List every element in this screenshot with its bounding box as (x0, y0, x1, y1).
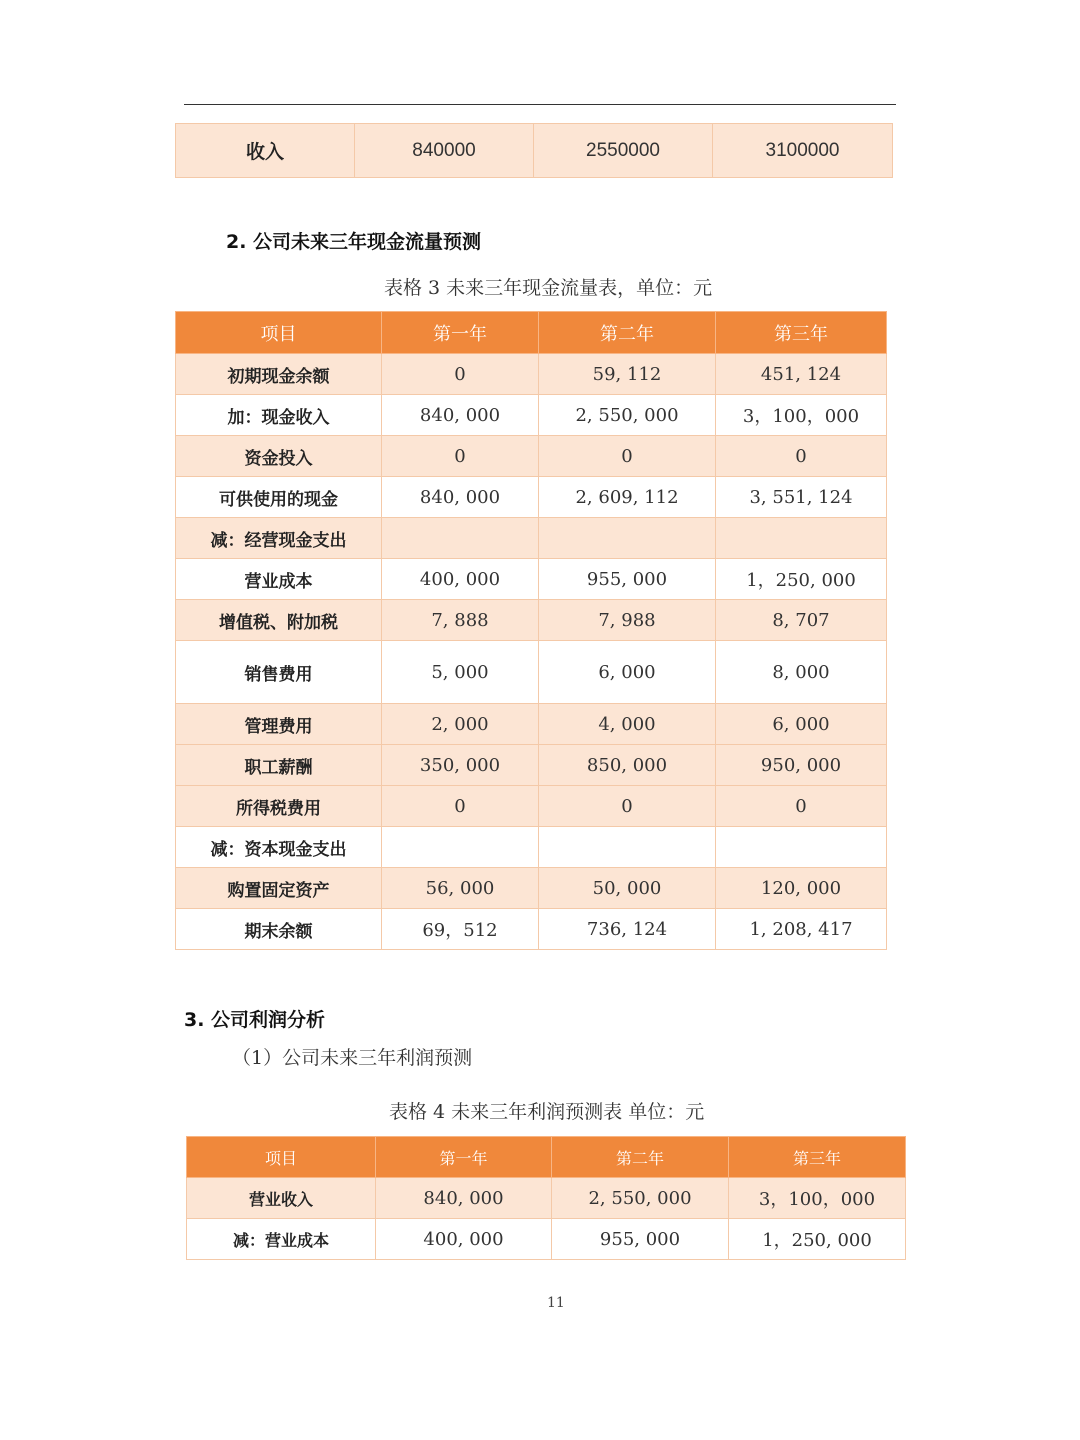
table-cell: 69，512 (382, 909, 539, 950)
table-cell: 3，100，000 (716, 395, 887, 436)
row-label: 资金投入 (176, 436, 382, 477)
table-cell (716, 518, 887, 559)
table-cell: 955, 000 (552, 1219, 729, 1260)
table-cell: 2, 550, 000 (539, 395, 716, 436)
column-header: 第一年 (376, 1137, 552, 1178)
section-heading-cashflow: 2. 公司未来三年现金流量预测 (226, 231, 482, 253)
table-cell: 840, 000 (382, 395, 539, 436)
table-cell: 7, 888 (382, 600, 539, 641)
row-label: 期末余额 (176, 909, 382, 950)
table-row (176, 518, 887, 559)
table-cell: 1，250, 000 (729, 1219, 906, 1260)
row-label: 减：营业成本 (187, 1219, 376, 1260)
table-cell (382, 827, 539, 868)
cell-year2: 2550000 (534, 124, 713, 178)
row-label: 加：现金收入 (176, 395, 382, 436)
table-cell: 0 (382, 436, 539, 477)
column-header: 第二年 (539, 312, 716, 354)
table-cell: 840, 000 (382, 477, 539, 518)
row-label: 可供使用的现金 (176, 477, 382, 518)
table-cell: 3, 551, 124 (716, 477, 887, 518)
table-cell (382, 518, 539, 559)
table-cell: 120, 000 (716, 868, 887, 909)
table-cell: 5, 000 (382, 641, 539, 704)
table-cell: 3，100，000 (729, 1178, 906, 1219)
row-label: 职工薪酬 (176, 745, 382, 786)
table-row (176, 827, 887, 868)
table-row (176, 704, 887, 745)
table-cell: 0 (539, 786, 716, 827)
table-cell: 400, 000 (376, 1219, 552, 1260)
row-label: 收入 (176, 124, 355, 178)
table-cell: 2, 609, 112 (539, 477, 716, 518)
table-row (176, 786, 887, 827)
table-cell: 350, 000 (382, 745, 539, 786)
header-rule (184, 104, 896, 105)
column-header: 项目 (176, 312, 382, 354)
column-header: 第三年 (729, 1137, 906, 1178)
row-label: 减：经营现金支出 (176, 518, 382, 559)
table-cell: 4, 000 (539, 704, 716, 745)
row-label: 购置固定资产 (176, 868, 382, 909)
table-cell: 451, 124 (716, 354, 887, 395)
table-cell: 6, 000 (539, 641, 716, 704)
cashflow-table (175, 311, 887, 950)
table-cell: 7, 988 (539, 600, 716, 641)
table-row (176, 868, 887, 909)
row-label: 销售费用 (176, 641, 382, 704)
row-label: 营业收入 (187, 1178, 376, 1219)
cell-year1: 840000 (355, 124, 534, 178)
table-row (176, 354, 887, 395)
table-row (176, 395, 887, 436)
row-label: 所得税费用 (176, 786, 382, 827)
table-cell: 736, 124 (539, 909, 716, 950)
table-row (176, 436, 887, 477)
table-cell (539, 827, 716, 868)
table-cell: 400, 000 (382, 559, 539, 600)
table-cell: 8, 707 (716, 600, 887, 641)
table-cell: 1, 208, 417 (716, 909, 887, 950)
table-cell (716, 827, 887, 868)
table-cell: 56, 000 (382, 868, 539, 909)
table-row (176, 909, 887, 950)
table-cell: 50, 000 (539, 868, 716, 909)
table-row (187, 1178, 906, 1219)
table-cell: 0 (382, 786, 539, 827)
table-cell: 850, 000 (539, 745, 716, 786)
table-cell: 0 (716, 436, 887, 477)
table-row (176, 641, 887, 704)
table-row (176, 124, 893, 178)
table-cell: 0 (716, 786, 887, 827)
section-heading-profit: 3. 公司利润分析 (184, 1009, 326, 1031)
table-cell: 1，250, 000 (716, 559, 887, 600)
table-row (187, 1219, 906, 1260)
row-label: 营业成本 (176, 559, 382, 600)
table-cell: 950, 000 (716, 745, 887, 786)
table-cell: 2, 000 (382, 704, 539, 745)
cell-year3: 3100000 (713, 124, 893, 178)
table-cell: 8, 000 (716, 641, 887, 704)
table-cell: 59, 112 (539, 354, 716, 395)
table-caption-profit: 表格 4 未来三年利润预测表 单位：元 (389, 1101, 705, 1123)
table-row (176, 559, 887, 600)
table-cell (539, 518, 716, 559)
page-number: 11 (547, 1295, 565, 1311)
profit-table (186, 1136, 906, 1260)
table-row (176, 600, 887, 641)
table-cell: 2, 550, 000 (552, 1178, 729, 1219)
table-row (176, 745, 887, 786)
table-cell: 955, 000 (539, 559, 716, 600)
table-cell: 0 (539, 436, 716, 477)
table-cell: 840, 000 (376, 1178, 552, 1219)
table-header-row (187, 1137, 906, 1178)
table-header-row (176, 312, 887, 354)
table-cell: 6, 000 (716, 704, 887, 745)
subsection-heading-profit-forecast: （1）公司未来三年利润预测 (232, 1047, 473, 1069)
table-row (176, 477, 887, 518)
row-label: 初期现金余额 (176, 354, 382, 395)
row-label: 管理费用 (176, 704, 382, 745)
table-caption-cashflow: 表格 3 未来三年现金流量表，单位：元 (384, 277, 713, 299)
column-header: 第三年 (716, 312, 887, 354)
revenue-table (175, 123, 893, 178)
row-label: 减：资本现金支出 (176, 827, 382, 868)
column-header: 项目 (187, 1137, 376, 1178)
column-header: 第二年 (552, 1137, 729, 1178)
table-cell: 0 (382, 354, 539, 395)
column-header: 第一年 (382, 312, 539, 354)
row-label: 增值税、附加税 (176, 600, 382, 641)
